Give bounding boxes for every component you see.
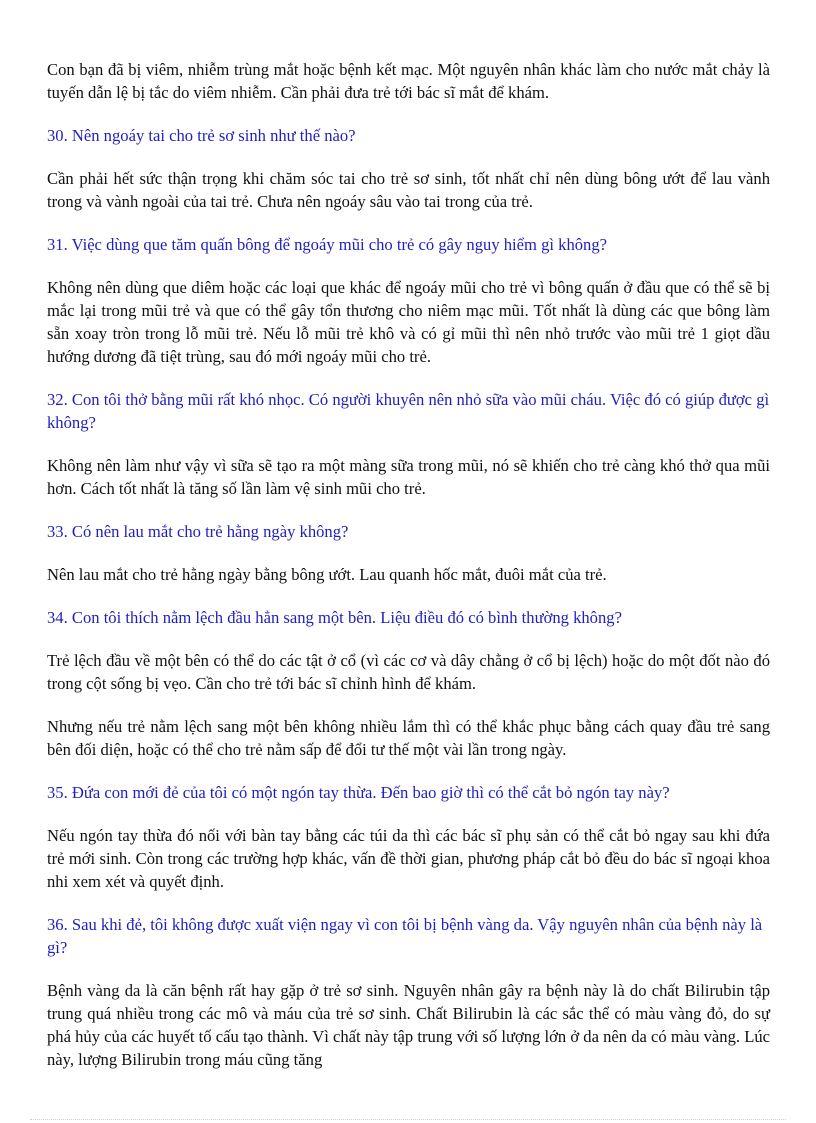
question-heading: 31. Việc dùng que tăm quấn bông để ngoáy mũi cho trẻ có gây nguy hiểm gì không? <box>47 235 607 254</box>
answer-paragraph: Bệnh vàng da là căn bệnh rất hay gặp ở trẻ sơ sinh. Nguyên nhân gây ra bệnh này là do chất Bilirubin tập trung quá nhiều trong các mô và máu của trẻ sơ sinh. Chất Bilirubin là các sắc thể có màu vàng đỏ, do sự phá hủy của các huyết tố cấu tạo thành. Vì chất này tập trung với số lượng lớn ở da nên da có màu vàng. Lúc này, lượng Bilirubin trong máu cũng tăng <box>47 981 770 1069</box>
question-heading: 30. Nên ngoáy tai cho trẻ sơ sinh như thế nào? <box>47 126 356 145</box>
answer-paragraph: Nhưng nếu trẻ nằm lệch sang một bên không nhiều lắm thì có thể khắc phục bằng cách quay đầu trẻ sang bên đối diện, hoặc có thể cho trẻ nằm sấp để đổi tư thế một vài lần trong ngày. <box>47 717 770 759</box>
question-heading: 33. Có nên lau mắt cho trẻ hằng ngày không? <box>47 522 349 541</box>
document-page <box>47 58 770 1091</box>
answer-paragraph: Không nên dùng que diêm hoặc các loại que khác để ngoáy mũi cho trẻ vì bông quấn ở đầu que có thể sẽ bị mắc lại trong mũi trẻ và que có thể gây tổn thương cho niêm mạc mũi. Tốt nhất là dùng các que bông làm sẵn xoay tròn trong lỗ mũi trẻ. Nếu lỗ mũi trẻ khô và có gỉ mũi thì nên nhỏ trước vào mũi trẻ 1 giọt dầu hướng dương đã tiệt trùng, sau đó mới ngoáy mũi cho trẻ. <box>47 278 770 366</box>
answer-paragraph: Con bạn đã bị viêm, nhiễm trùng mắt hoặc bệnh kết mạc. Một nguyên nhân khác làm cho nước mắt chảy là tuyến dẫn lệ bị tắc do viêm nhiễm. Cần phải đưa trẻ tới bác sĩ mắt để khám. <box>47 60 770 102</box>
answer-paragraph: Không nên làm như vậy vì sữa sẽ tạo ra một màng sữa trong mũi, nó sẽ khiến cho trẻ càng khó thở qua mũi hơn. Cách tốt nhất là tăng số lần làm vệ sinh mũi cho trẻ. <box>47 456 770 498</box>
answer-paragraph: Cần phải hết sức thận trọng khi chăm sóc tai cho trẻ sơ sinh, tốt nhất chỉ nên dùng bông ướt để lau vành trong và vành ngoài của tai trẻ. Chưa nên ngoáy sâu vào tai trong của trẻ. <box>47 169 770 211</box>
question-heading: 35. Đứa con mới đẻ của tôi có một ngón tay thừa. Đến bao giờ thì có thể cắt bỏ ngón tay này? <box>47 783 670 802</box>
question-heading: 34. Con tôi thích nằm lệch đầu hẳn sang một bên. Liệu điều đó có bình thường không? <box>47 608 622 627</box>
question-heading: 32. Con tôi thở bằng mũi rất khó nhọc. Có người khuyên nên nhỏ sữa vào mũi cháu. Việc đó có giúp được gì không? <box>47 390 770 432</box>
page-bottom-divider <box>30 1119 786 1120</box>
answer-paragraph: Trẻ lệch đầu về một bên có thể do các tật ở cổ (vì các cơ và dây chằng ở cổ bị lệch) hoặc do một đốt nào đó trong cột sống bị vẹo. Cần cho trẻ tới bác sĩ chỉnh hình để khám. <box>47 651 770 693</box>
answer-paragraph: Nếu ngón tay thừa đó nối với bàn tay bằng các túi da thì các bác sĩ phụ sản có thể cắt bỏ ngay sau khi đứa trẻ mới sinh. Còn trong các trường hợp khác, vấn đề thời gian, phương pháp cắt bỏ đều do bác sĩ ngoại khoa nhi xem xét và quyết định. <box>47 826 770 891</box>
answer-paragraph: Nên lau mắt cho trẻ hằng ngày bằng bông ướt. Lau quanh hốc mắt, đuôi mắt của trẻ. <box>47 565 607 584</box>
question-heading: 36. Sau khi đẻ, tôi không được xuất viện ngay vì con tôi bị bệnh vàng da. Vậy nguyên nhân của bệnh này là gì? <box>47 915 763 957</box>
